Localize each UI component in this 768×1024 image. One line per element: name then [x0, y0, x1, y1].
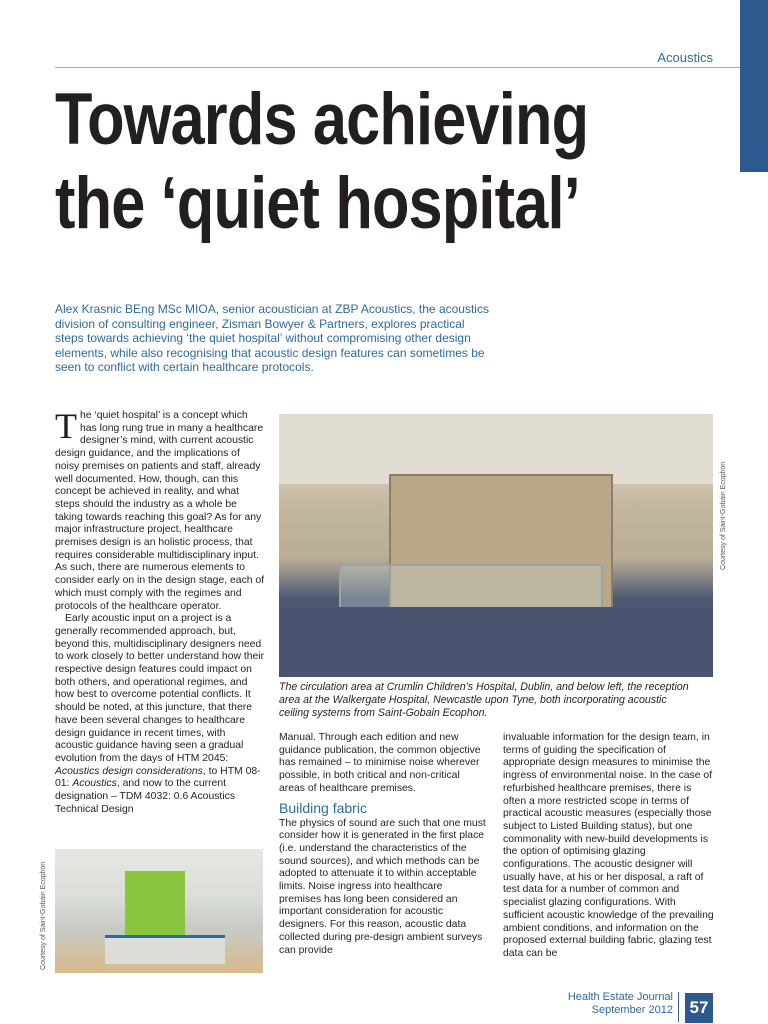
paragraph-2-text-mid: , to HTM 08-01:: [55, 765, 261, 790]
footer-divider: [678, 992, 679, 1022]
body-paragraph-5: invaluable information for the design team, in terms of guiding the specification of appropriate design measures to minimise the ingress of environmental noise. In the case of refurbished healthcare premises, there is often a more restricted scope in terms of practical acoustic measures (especially those subject to Listed Building status), but one commonality with new-build developments is the option of optimising glazing configurations. The acoustic designer will usually have, at his or her disposal, a raft of test data for a number of common and specialist glazing configurations. With sufficient acoustic knowledge of the prevailing ambient conditions, and information on the proposed external building fabric, glazing test data can be: [503, 732, 714, 959]
body-column-3: [503, 732, 715, 961]
body-paragraph-2: [55, 613, 265, 816]
photo-floor: [279, 607, 713, 677]
circulation-area-photo: [279, 414, 713, 677]
paragraph-1-text: he ‘quiet hospital’ is a concept which has long rung true in many a healthcare designer’s mind, with current acoustic design guidance, and the implications of noisy premises on patients and staff, already well documented. How, though, can this concept be achieved in reality, and what steps should the industry as a whole be taking towards reaching this goal? As for any major infrastructure project, healthcare premises design is an holistic process, that requires considerable multidisciplinary input. As such, there are numerous elements to consider early on in the design stage, each of which must comply with the regimes and protocols of the healthcare operator.: [55, 410, 265, 612]
photo-caption: The circulation area at Crumlin Children’s Hospital, Dublin, and below left, the reception area at the Walkergate Hospital, Newcastle upon Tyne, both incorporating acoustic ceiling systems from Saint-Gobain Ecophon.: [279, 681, 689, 719]
body-paragraph-1: [55, 406, 265, 613]
headline-line-2: the ‘quiet hospital’: [55, 163, 580, 244]
section-edge-tab: [740, 0, 768, 172]
article-standfirst: Alex Krasnic BEng MSc MIOA, senior acoustician at ZBP Acoustics, the acoustics division of consulting engineer, Zisman Bowyer & Partners, explores practical steps towards achieving ‘the quiet hospital’ without compromising other design elements, while also recognising that acoustic design features can sometimes be seen to conflict with certain healthcare protocols.: [55, 302, 489, 375]
top-divider: [55, 67, 740, 68]
photo-green-wall: [125, 871, 185, 941]
drop-cap: T: [55, 406, 77, 446]
small-photo-credit: Courtesy of Saint-Gobain Ecophon: [40, 861, 47, 970]
footer-journal: [568, 991, 673, 1017]
body-paragraph-4: The physics of sound are such that one must consider how it is generated in the first place (i.e. understand the characteristics of the sound sources), and which methods can be adopted to attenuate it to within acceptable limits. Noise ingress into healthcare premises has long been considered an important consideration for acoustic designers. For this reason, acoustic data collected during pre-design ambient surveys can provide: [279, 817, 486, 956]
headline-line-1: Towards achieving: [55, 79, 589, 160]
body-column-2: [279, 732, 487, 957]
article-headline: [55, 78, 618, 246]
section-label: Acoustics: [657, 50, 713, 65]
page-number: 57: [685, 993, 713, 1023]
issue-date: September 2012: [591, 1004, 673, 1016]
body-column-1: [55, 406, 265, 817]
reception-area-photo: [55, 849, 263, 973]
paragraph-2-emphasis-1: Acoustics design considerations: [55, 765, 203, 777]
paragraph-2-text: Early acoustic input on a project is a generally recommended approach, but, beyond this, multidisciplinary designers need to work closely to better understand how their respective design features could impact on both others, and operational regimes, and how best to overcome potential conflicts. It should be noted, at this juncture, that there have been several changes to healthcare design guidance in recent times, with acoustic guidance having seen a gradual evolution from the days of HTM 2045:: [55, 613, 265, 764]
paragraph-2-emphasis-2: Acoustics: [72, 778, 117, 790]
photo-reception-desk: [105, 935, 225, 964]
paragraph-2-text-end: , and now to the current designation – TDM 4032: 0.6 Acoustics Technical Design: [55, 778, 236, 815]
journal-name: Health Estate Journal: [567, 991, 673, 1003]
subheading-building-fabric: Building fabric: [279, 799, 367, 816]
body-paragraph-3: Manual. Through each edition and new guidance publication, the common objective has remained – to minimise noise wherever possible, in both critical and non-critical areas of healthcare premises.: [279, 732, 481, 794]
main-photo-credit: Courtesy of Saint-Gobain Ecophon: [720, 461, 727, 570]
